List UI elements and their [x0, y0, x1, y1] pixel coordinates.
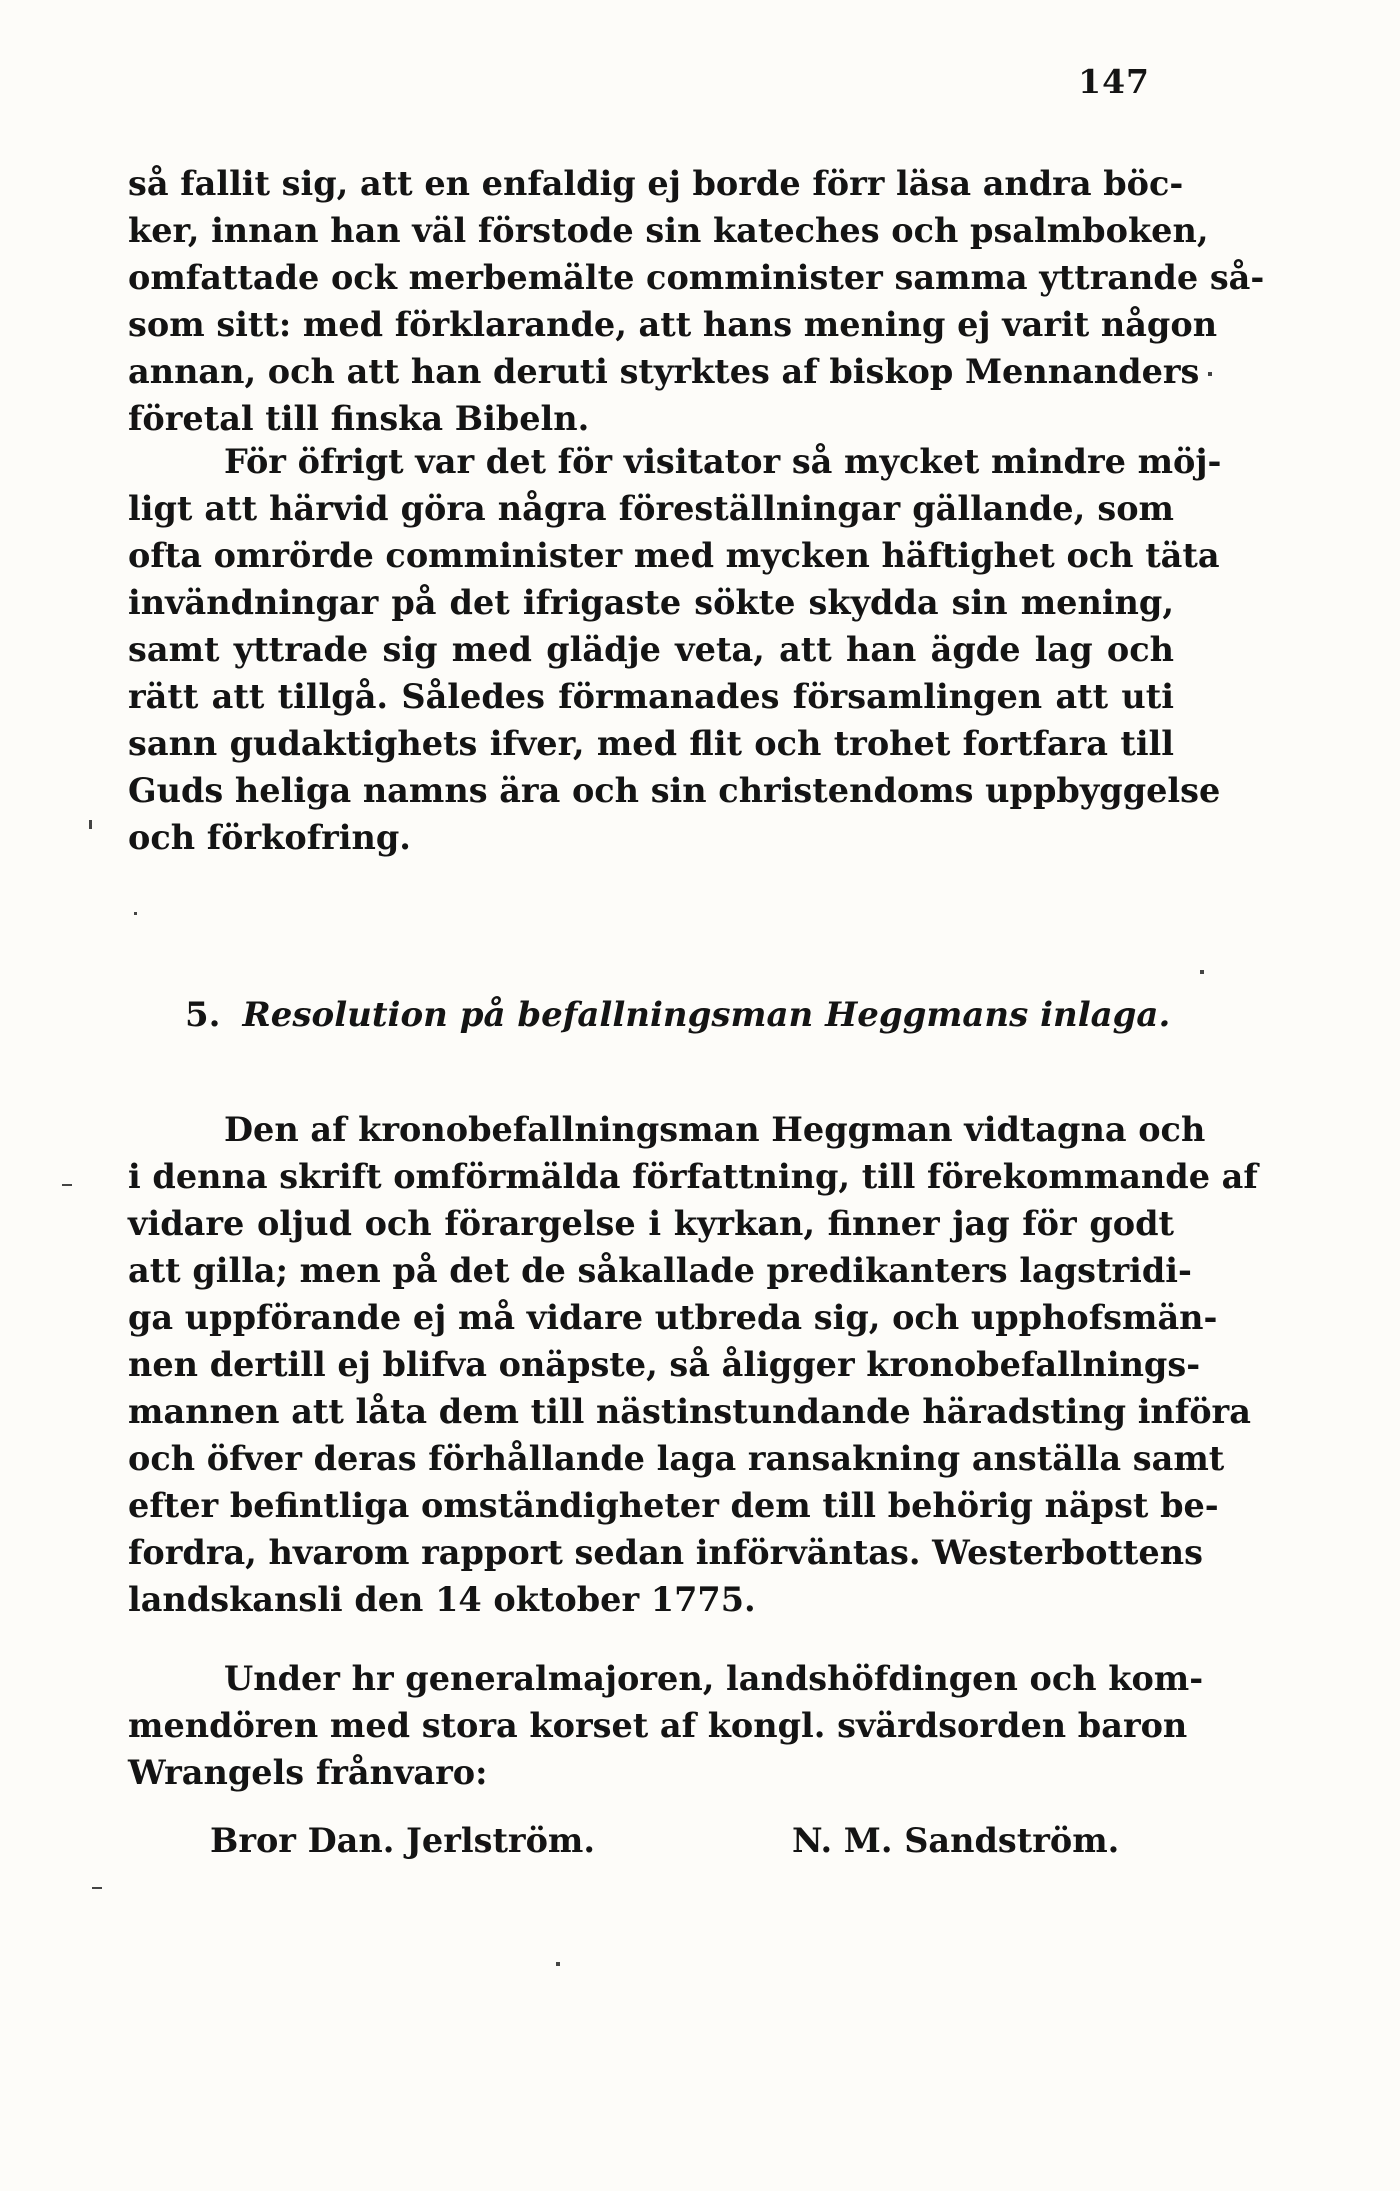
text-line: mannen att låta dem till nästinstundande häradsting införa: [128, 1392, 1251, 1431]
page-number: 147: [1078, 62, 1150, 101]
section-number: 5.: [185, 995, 221, 1035]
text-line: som sitt: med förklarande, att hans mening ej varit någon: [128, 305, 1218, 344]
scan-speck: [89, 820, 92, 829]
text-line: och förkofring.: [128, 818, 411, 857]
signature-right: N. M. Sandström.: [792, 1821, 1120, 1860]
text-line: ker, innan han väl förstode sin kateches och psalmboken,: [128, 211, 1209, 250]
text-line: landskansli den 14 oktober 1775.: [128, 1580, 756, 1619]
text-line: vidare oljud och förargelse i kyrkan, finner jag för godt: [128, 1204, 1174, 1243]
section-heading: [185, 993, 1185, 1037]
text-line: invändningar på det ifrigaste sökte skydda sin mening,: [128, 583, 1174, 622]
text-line: Wrangels frånvaro:: [128, 1753, 488, 1792]
text-line: nen dertill ej blifva onäpste, så åligger kronobefallnings-: [128, 1345, 1201, 1384]
text-line: efter befintliga omständigheter dem till behörig näpst be-: [128, 1486, 1219, 1525]
paragraph-1: [128, 160, 1265, 442]
paragraph-3: [128, 1106, 1258, 1623]
text-line: i denna skrift omförmälda författning, till förekommande af: [128, 1157, 1258, 1196]
text-line: ligt att härvid göra några föreställningar gällande, som: [128, 489, 1174, 528]
text-line: att gilla; men på det de såkallade predikanters lagstridi-: [128, 1251, 1192, 1290]
scan-speck: [92, 1887, 102, 1889]
text-line: Den af kronobefallningsman Heggman vidtagna och: [224, 1110, 1206, 1149]
text-line: rätt att tillgå. Således förmanades församlingen att uti: [128, 677, 1174, 716]
text-line: fordra, hvarom rapport sedan införväntas. Westerbottens: [128, 1533, 1203, 1572]
text-line: mendören med stora korset af kongl. svärdsorden baron: [128, 1706, 1188, 1745]
text-line: Guds heliga namns ära och sin christendoms uppbyggelse: [128, 771, 1221, 810]
paragraph-2: [128, 438, 1222, 861]
section-title: Resolution på befallningsman Heggmans inlaga.: [242, 995, 1171, 1035]
scan-speck: [1200, 970, 1204, 974]
text-line: och öfver deras förhållande laga ransakning anställa samt: [128, 1439, 1225, 1478]
scan-speck: [62, 1184, 72, 1186]
text-line: ofta omrörde comminister med mycken häftighet och täta: [128, 536, 1220, 575]
scan-speck: [556, 1962, 560, 1966]
scan-speck: [134, 912, 137, 915]
text-line: så fallit sig, att en enfaldig ej borde förr läsa andra böc-: [128, 164, 1184, 203]
text-line: Under hr generalmajoren, landshöfdingen och kom-: [224, 1659, 1204, 1698]
text-line: För öfrigt var det för visitator så mycket mindre möj-: [224, 442, 1222, 481]
text-line: sann gudaktighets ifver, med flit och trohet fortfara till: [128, 724, 1174, 763]
text-line: företal till finska Bibeln.: [128, 399, 590, 438]
text-line: annan, och att han deruti styrktes af biskop Mennanders: [128, 352, 1200, 391]
text-line: ga uppförande ej må vidare utbreda sig, och upphofsmän-: [128, 1298, 1218, 1337]
text-line: samt yttrade sig med glädje veta, att han ägde lag och: [128, 630, 1174, 669]
signature-left: Bror Dan. Jerlström.: [210, 1821, 596, 1860]
scan-speck: [1208, 372, 1212, 376]
paragraph-4: [128, 1655, 1204, 1796]
text-line: omfattade ock merbemälte comminister samma yttrande så-: [128, 258, 1265, 297]
